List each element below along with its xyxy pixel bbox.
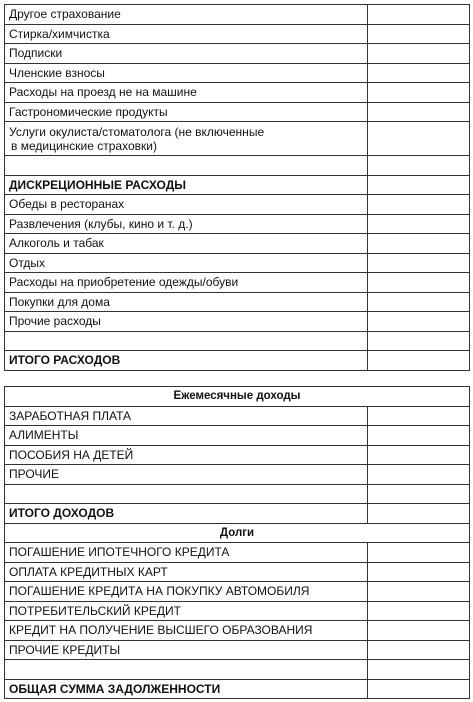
value-cell[interactable]: [368, 24, 470, 44]
value-cell[interactable]: [368, 102, 470, 122]
empty-cell: [5, 660, 368, 680]
value-cell[interactable]: [368, 44, 470, 64]
table-row: [5, 445, 470, 465]
value-cell[interactable]: [368, 156, 470, 176]
row-label: ПОСОБИЯ НА ДЕТЕЙ: [5, 445, 368, 465]
value-cell[interactable]: [368, 465, 470, 485]
value-cell[interactable]: [368, 331, 470, 351]
table-row: [5, 406, 470, 426]
value-cell[interactable]: [368, 504, 470, 524]
value-cell[interactable]: [368, 562, 470, 582]
total-label: ИТОГО ДОХОДОВ: [5, 504, 368, 524]
table-row: [5, 582, 470, 602]
empty-cell: [5, 331, 368, 351]
income-debts-table: [4, 386, 470, 699]
row-label: Стирка/химчистка: [5, 24, 368, 44]
section-header: Ежемесячные доходы: [5, 387, 470, 407]
total-label: ДИСКРЕЦИОННЫЕ РАСХОДЫ: [5, 175, 368, 195]
value-cell[interactable]: [368, 406, 470, 426]
empty-row: [5, 660, 470, 680]
table-row: [5, 562, 470, 582]
value-cell[interactable]: [368, 445, 470, 465]
table-row: [5, 292, 470, 312]
value-cell[interactable]: [368, 543, 470, 563]
value-cell[interactable]: [368, 253, 470, 273]
value-cell[interactable]: [368, 122, 470, 156]
value-cell[interactable]: [368, 351, 470, 371]
row-label: Членские взносы: [5, 63, 368, 83]
value-cell[interactable]: [368, 484, 470, 504]
row-label: ОПЛАТА КРЕДИТНЫХ КАРТ: [5, 562, 368, 582]
table-row: [5, 83, 470, 103]
row-label: ПРОЧИЕ КРЕДИТЫ: [5, 640, 368, 660]
value-cell[interactable]: [368, 292, 470, 312]
row-label: ЗАРАБОТНАЯ ПЛАТА: [5, 406, 368, 426]
empty-cell: [5, 156, 368, 176]
value-cell[interactable]: [368, 582, 470, 602]
value-cell[interactable]: [368, 312, 470, 332]
value-cell[interactable]: [368, 63, 470, 83]
row-label: Алкоголь и табак: [5, 234, 368, 254]
row-label: Обеды в ресторанах: [5, 195, 368, 215]
table-row: [5, 640, 470, 660]
value-cell[interactable]: [368, 660, 470, 680]
row-label: ПРОЧИЕ: [5, 465, 368, 485]
row-label: Прочие расходы: [5, 312, 368, 332]
table-row: [5, 5, 470, 25]
empty-cell: [5, 484, 368, 504]
table-row: [5, 273, 470, 293]
value-cell[interactable]: [368, 601, 470, 621]
row-label: Гастрономические продукты: [5, 102, 368, 122]
row-label: ПОГАШЕНИЕ КРЕДИТА НА ПОКУПКУ АВТОМОБИЛЯ: [5, 582, 368, 602]
row-label: Покупки для дома: [5, 292, 368, 312]
row-label: ПОТРЕБИТЕЛЬСКИЙ КРЕДИТ: [5, 601, 368, 621]
value-cell[interactable]: [368, 273, 470, 293]
table-row: [5, 426, 470, 446]
section-header: Долги: [5, 523, 470, 543]
total-row: [5, 351, 470, 371]
value-cell[interactable]: [368, 83, 470, 103]
empty-row: [5, 484, 470, 504]
row-label-line2: в медицинские страховки): [11, 138, 157, 153]
table-row: [5, 44, 470, 64]
value-cell[interactable]: [368, 234, 470, 254]
table-row: [5, 543, 470, 563]
table-row: [5, 621, 470, 641]
row-label: Расходы на проезд не на машине: [5, 83, 368, 103]
table-row: [5, 465, 470, 485]
empty-row: [5, 331, 470, 351]
table-row: [5, 214, 470, 234]
table-row: [5, 234, 470, 254]
value-cell[interactable]: [368, 214, 470, 234]
value-cell[interactable]: [368, 621, 470, 641]
value-cell[interactable]: [368, 679, 470, 699]
total-row: [5, 175, 470, 195]
table-row: [5, 195, 470, 215]
row-label: Отдых: [5, 253, 368, 273]
row-label: Подписки: [5, 44, 368, 64]
value-cell[interactable]: [368, 426, 470, 446]
total-row: [5, 679, 470, 699]
table-row: [5, 601, 470, 621]
row-label: Другое страхование: [5, 5, 368, 25]
table-row: [5, 24, 470, 44]
table-row: [5, 122, 470, 156]
table-row: [5, 63, 470, 83]
value-cell[interactable]: [368, 195, 470, 215]
value-cell[interactable]: [368, 175, 470, 195]
section-header-row: [5, 387, 470, 407]
row-label: АЛИМЕНТЫ: [5, 426, 368, 446]
expenses-table: [4, 4, 470, 371]
total-label: ИТОГО РАСХОДОВ: [5, 351, 368, 371]
row-label: Расходы на приобретение одежды/обуви: [5, 273, 368, 293]
value-cell[interactable]: [368, 640, 470, 660]
section-header-row: [5, 523, 470, 543]
table-row: [5, 102, 470, 122]
row-label: КРЕДИТ НА ПОЛУЧЕНИЕ ВЫСШЕГО ОБРАЗОВАНИЯ: [5, 621, 368, 641]
empty-row: [5, 156, 470, 176]
row-label: ПОГАШЕНИЕ ИПОТЕЧНОГО КРЕДИТА: [5, 543, 368, 563]
value-cell[interactable]: [368, 5, 470, 25]
total-row: [5, 504, 470, 524]
row-label: Развлечения (клубы, кино и т. д.): [5, 214, 368, 234]
total-label: ОБЩАЯ СУММА ЗАДОЛЖЕННОСТИ: [5, 679, 368, 699]
row-label: [5, 122, 368, 156]
row-label-line1: Услуги окулиста/стоматолога (не включенные: [9, 124, 265, 139]
table-row: [5, 253, 470, 273]
table-row: [5, 312, 470, 332]
